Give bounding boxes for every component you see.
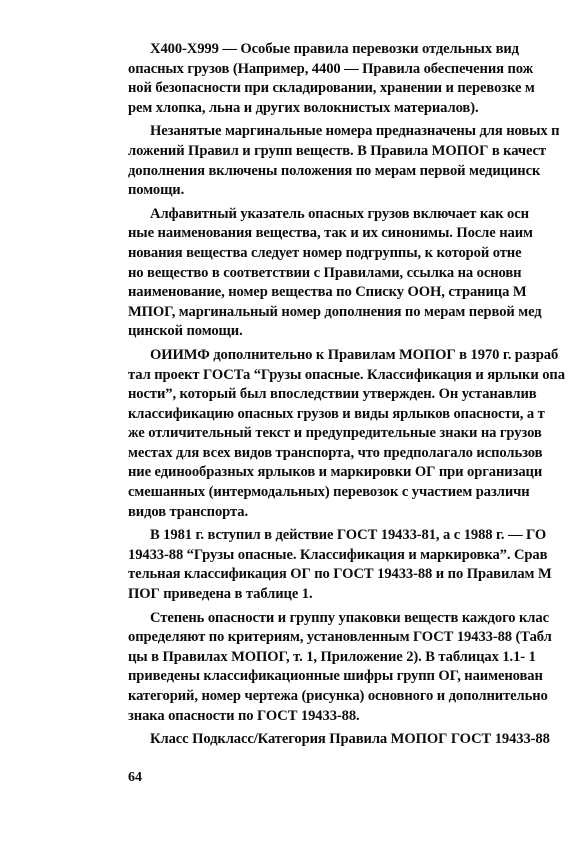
text-line: опасных грузов (Например, 4400 — Правила обеспечения пож [128, 60, 534, 77]
text-line: приведены классификационные шифры групп ОГ, наименован [128, 668, 543, 685]
text-line: 19433-88 “Грузы опасные. Классификация и маркировка”. Срав [128, 546, 548, 563]
paragraph [128, 730, 572, 750]
text-line: классификацию опасных грузов и виды ярлыков опасности, а т [128, 405, 545, 422]
text-line: ние единообразных ярлыков и маркировки ОГ при организаци [128, 464, 543, 481]
text-line: смешанных (интермодальных) перевозок с участием различн [128, 484, 530, 501]
paragraph [128, 40, 572, 118]
page-number: 64 [128, 770, 142, 785]
text-line: Незанятые маргинальные номера предназначены для новых п [150, 123, 560, 140]
text-line: Алфавитный указатель опасных грузов включает как осн [150, 205, 529, 222]
text-line: видов транспорта. [128, 503, 249, 520]
text-line: Класс Подкласс/Категория Правила МОПОГ ГОСТ 19433-88 [150, 731, 550, 748]
text-line: цы в Правилах МОПОГ, т. 1, Приложение 2). В таблицах 1.1- 1 [128, 648, 536, 665]
text-line: ные наименования вещества, так и их синонимы. После наим [128, 225, 533, 242]
paragraph [128, 205, 572, 342]
text-line: но вещество в соответствии с Правилами, ссылка на основн [128, 264, 522, 281]
text-line: рем хлопка, льна и других волокнистых материалов). [128, 99, 479, 116]
text-line: X400-X999 — Особые правила перевозки отдельных вид [150, 41, 519, 57]
paragraph [128, 122, 572, 200]
text-line: дополнения включены положения по мерам первой медицинск [128, 162, 541, 179]
text-line: местах для всех видов транспорта, что предполагало использов [128, 444, 543, 461]
body-text [128, 40, 572, 750]
text-line: же отличительный текст и предупредительные знаки на грузов [128, 425, 542, 442]
text-line: определяют по критериям, установленным ГОСТ 19433-88 (Табл [128, 629, 552, 646]
text-line: тельная классификация ОГ по ГОСТ 19433-88 и по Правилам М [128, 566, 552, 583]
text-line: Степень опасности и группу упаковки веществ каждого клас [150, 609, 549, 626]
text-line: МПОГ, маргинальный номер дополнения по мерам первой мед [128, 303, 542, 320]
paragraph [128, 609, 572, 727]
text-line: В 1981 г. вступил в действие ГОСТ 19433-81, а с 1988 г. — ГО [150, 527, 547, 544]
text-line: тал проект ГОСТа “Грузы опасные. Классификация и ярлыки опа [128, 366, 565, 383]
text-line: помощи. [128, 182, 185, 199]
text-line: категорий, номер чертежа (рисунка) основного и дополнительно [128, 688, 548, 704]
text-line: ПОГ приведена в таблице 1. [128, 586, 313, 603]
text-line: ложений Правил и групп веществ. В Правила МОПОГ в качест [128, 142, 546, 159]
text-line: ной безопасности при складировании, хранении и перевозке м [128, 80, 535, 97]
text-line: знака опасности по ГОСТ 19433-88. [128, 707, 360, 724]
text-line: цинской помощи. [128, 323, 243, 340]
text-line: ОИИМФ дополнительно к Правилам МОПОГ в 1970 г. разраб [150, 346, 559, 363]
paragraph [128, 526, 572, 604]
text-line: наименование, номер вещества по Списку ООН, страница М [128, 284, 527, 301]
text-line: нования вещества следует номер подгруппы, к которой отне [128, 244, 522, 261]
text-line: ности”, который был впоследствии утвержден. Он устанавлив [128, 386, 537, 403]
paragraph [128, 346, 572, 522]
